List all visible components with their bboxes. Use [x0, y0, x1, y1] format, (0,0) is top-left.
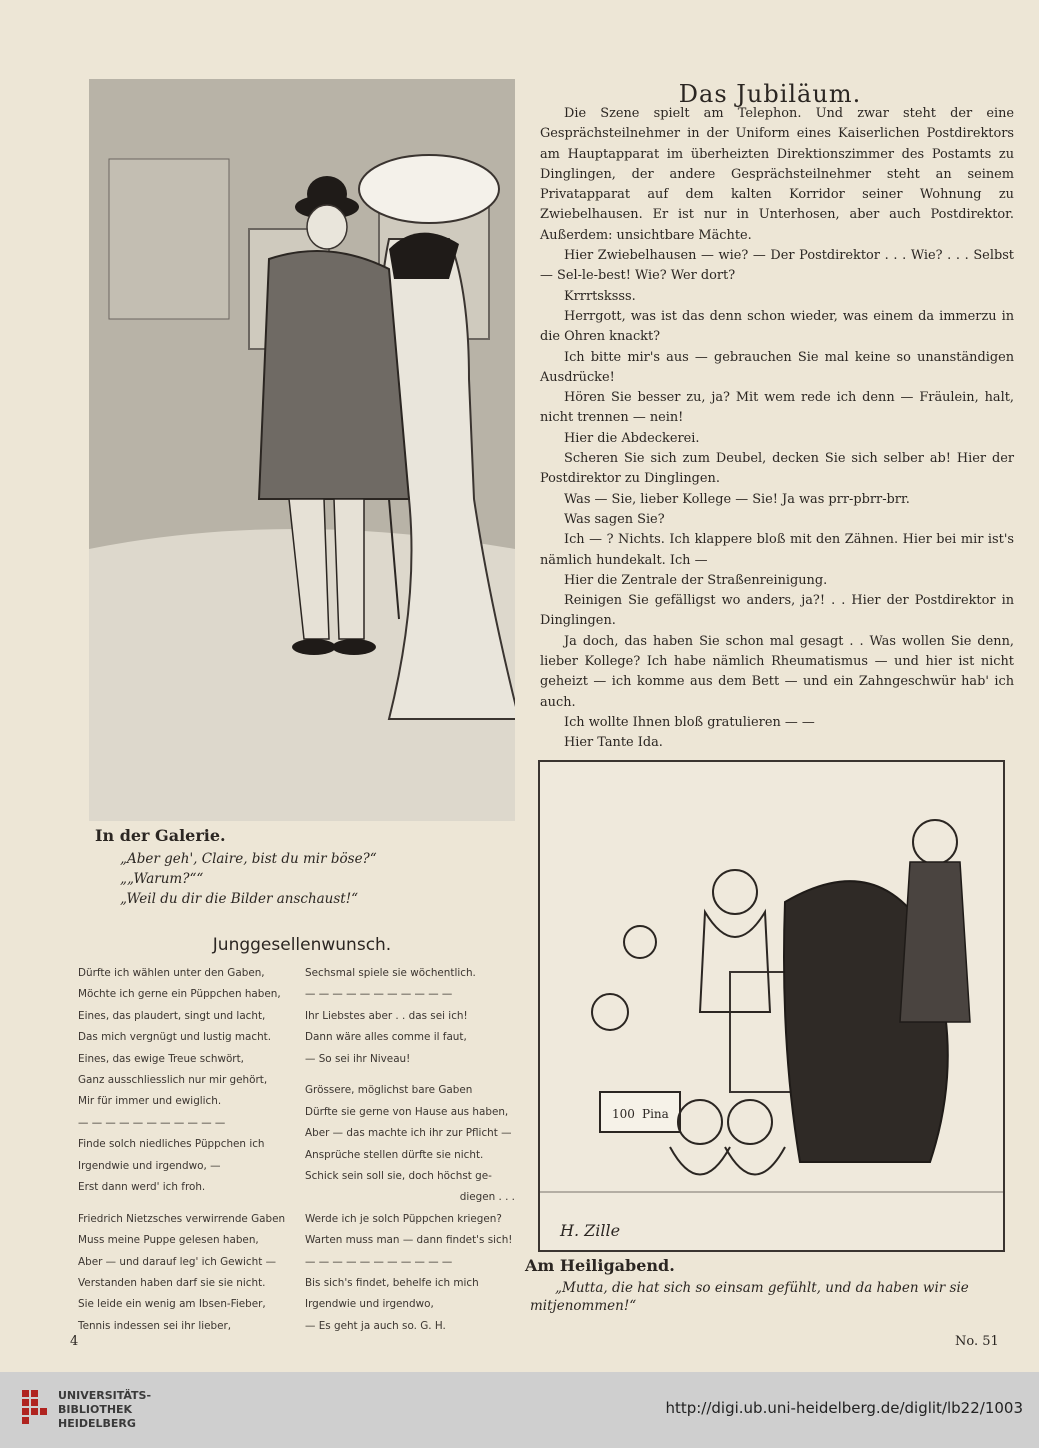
jubilaeum-paragraph: Herrgott, was ist das denn schon wieder, was einem da immerzu in die Ohren knackt?	[540, 308, 1014, 345]
jubilaeum-paragraph: Hier die Abdeckerei.	[564, 430, 700, 446]
jubilaeum-text	[540, 104, 1014, 754]
jubilaeum-paragraph: Krrrtsksss.	[564, 288, 636, 304]
page-number: 4	[70, 1334, 79, 1349]
poem-line: Ihr Liebstes aber . . das sei ich!	[305, 1009, 468, 1022]
poem-right-column	[305, 963, 515, 1337]
poem-line: Schick sein soll sie, doch höchst ge-	[305, 1170, 492, 1183]
galerie-caption-title: In der Galerie.	[95, 826, 226, 845]
poem-title: Junggesellenwunsch.	[212, 935, 392, 955]
poem-line: — — — — — — — — — — —	[305, 988, 453, 1001]
jubilaeum-paragraph: Ja doch, das haben Sie schon mal gesagt . . Was wollen Sie denn, lieber Kollege? Ich habe nämlich Rheumatismus — und hier ist nicht geheizt — ich komme aus dem Bett — und ein Zahngeschwür hab' ich auch.	[540, 633, 1014, 710]
poem-line: Verstanden haben darf sie sie nicht.	[78, 1276, 266, 1289]
poem-line: Friedrich Nietzsches verwirrende Gaben	[78, 1212, 286, 1225]
jubilaeum-paragraph: Die Szene spielt am Telephon. Und zwar steht der eine Gesprächsteilnehmer in der Uniform eines Kaiserlichen Postdirektors am Hauptapparat im überheizten Direktionszimmer des Postamts zu Dinglingen, der andere Gesprächsteilnehmer steht an seinem Privatapparat auf dem kalten Korridor seiner Wohnung zu Zwiebelhausen. Er ist nur in Unterhosen, aber auch Postdirektor. Außerdem: unsichtbare Mächte.	[540, 106, 1014, 243]
poem-line: Tennis indessen sei ihr lieber,	[78, 1319, 232, 1332]
poem-line: Ganz ausschliesslich nur mir gehört,	[78, 1073, 268, 1086]
poem-line: diegen . . .	[459, 1191, 515, 1204]
galerie-caption-line-2: „„Warum?““	[120, 871, 204, 887]
poem-line: — — — — — — — — — — —	[305, 1255, 453, 1268]
poem-line: — — — — — — — — — — —	[78, 1116, 226, 1129]
jubilaeum-paragraph: Was sagen Sie?	[564, 511, 665, 527]
library-logo-icon	[20, 1388, 48, 1428]
poem-left-column	[78, 963, 293, 1337]
poem-line: Dürfte sie gerne von Hause aus haben,	[305, 1105, 509, 1118]
poem-line: Mir für immer und ewiglich.	[78, 1095, 222, 1108]
heiligabend-caption-title: Am Heiligabend.	[525, 1256, 675, 1275]
heiligabend-illustration	[538, 760, 1005, 1252]
jubilaeum-paragraph: Ich wollte Ihnen bloß gratulieren — —	[564, 714, 815, 730]
poem-line: Bis sich's findet, behelfe ich mich	[305, 1276, 479, 1289]
poem-line: Erst dann werd' ich froh.	[78, 1180, 206, 1193]
heiligabend-caption-line-1: „Mutta, die hat sich so einsam gefühlt, und da haben wir sie	[555, 1280, 969, 1296]
library-name-line-1: UNIVERSITÄTS-	[58, 1389, 152, 1402]
box-label-2: Pina	[642, 1107, 669, 1121]
viewer-footer	[0, 1372, 1039, 1448]
poem-line: Dürfte ich wählen unter den Gaben,	[78, 967, 265, 979]
heiligabend-drawing	[540, 762, 1003, 1250]
poem-line: Irgendwie und irgendwo,	[305, 1298, 434, 1311]
poem-line: Eines, das ewige Treue schwört,	[78, 1052, 244, 1065]
zille-signature: H. Zille	[560, 1221, 621, 1240]
galerie-illustration	[89, 79, 515, 821]
library-name-line-2: BIBLIOTHEK	[58, 1403, 133, 1416]
galerie-drawing	[89, 79, 515, 821]
box-label-1: 100	[612, 1107, 635, 1121]
galerie-caption-line-1: „Aber geh', Claire, bist du mir böse?“	[120, 851, 377, 867]
poem-line: — Es geht ja auch so. G. H.	[305, 1319, 446, 1332]
poem-line: Dann wäre alles comme il faut,	[305, 1031, 467, 1044]
poem-line: Das mich vergnügt und lustig macht.	[78, 1031, 272, 1044]
poem-line: Aber — das machte ich ihr zur Pflicht —	[305, 1127, 512, 1140]
poem-line: Ansprüche stellen dürfte sie nicht.	[305, 1148, 484, 1161]
jubilaeum-paragraph: Scheren Sie sich zum Deubel, decken Sie sich selber ab! Hier der Postdirektor zu Dinglingen.	[540, 451, 1014, 487]
jubilaeum-paragraph: Ich bitte mir's aus — gebrauchen Sie mal keine so unanständigen Ausdrücke!	[540, 349, 1014, 385]
issue-number: No. 51	[955, 1334, 999, 1349]
poem-stanza-gap	[78, 1198, 293, 1209]
poem-line: Sechsmal spiele sie wöchentlich.	[305, 967, 476, 979]
library-name-line-3: HEIDELBERG	[58, 1417, 136, 1430]
jubilaeum-title: Das Jubiläum.	[678, 80, 862, 108]
heiligabend-caption-line-2: mitjenommen!“	[530, 1298, 637, 1314]
jubilaeum-paragraph: Hier die Zentrale der Straßenreinigung.	[564, 572, 828, 588]
poem-stanza-gap	[305, 1070, 515, 1081]
galerie-caption-line-3: „Weil du dir die Bilder anschaust!“	[120, 891, 359, 907]
poem-line: Muss meine Puppe gelesen haben,	[78, 1234, 259, 1247]
poem-line: Möchte ich gerne ein Püppchen haben,	[78, 988, 281, 1001]
poem-line: Eines, das plaudert, singt und lacht,	[78, 1009, 266, 1022]
jubilaeum-paragraph: Reinigen Sie gefälligst wo anders, ja?! . . Hier der Postdirektor in Dinglingen.	[540, 593, 1014, 629]
jubilaeum-paragraph: Hier Tante Ida.	[564, 735, 663, 751]
poem-line: Irgendwie und irgendwo, —	[78, 1159, 221, 1172]
poem-line: — So sei ihr Niveau!	[305, 1052, 411, 1065]
library-name	[58, 1389, 151, 1431]
jubilaeum-paragraph: Ich — ? Nichts. Ich klappere bloß mit den Zähnen. Hier bei mir ist's nämlich hundekalt. Ich —	[540, 532, 1014, 568]
jubilaeum-paragraph: Hören Sie besser zu, ja? Mit wem rede ich denn — Fräulein, halt, nicht trennen — nein!	[540, 390, 1014, 426]
poem-line: Werde ich je solch Püppchen kriegen?	[305, 1212, 502, 1225]
jubilaeum-paragraph: Was — Sie, lieber Kollege — Sie! Ja was prr-pbrr-brr.	[564, 491, 910, 507]
poem-line: Aber — und darauf leg' ich Gewicht —	[78, 1255, 277, 1268]
poem-line: Grössere, möglichst bare Gaben	[305, 1084, 473, 1097]
poem-line: Finde solch niedliches Püppchen ich	[78, 1138, 265, 1151]
poem-line: Warten muss man — dann findet's sich!	[305, 1234, 513, 1247]
jubilaeum-paragraph: Hier Zwiebelhausen — wie? — Der Postdirektor . . . Wie? . . . Selbst — Sel-le-best! Wie? Wer dort?	[540, 248, 1014, 284]
poem-line: Sie leide ein wenig am Ibsen-Fieber,	[78, 1298, 266, 1311]
permalink-url[interactable]: http://digi.ub.uni-heidelberg.de/diglit/lb22/1003	[665, 1399, 1023, 1417]
